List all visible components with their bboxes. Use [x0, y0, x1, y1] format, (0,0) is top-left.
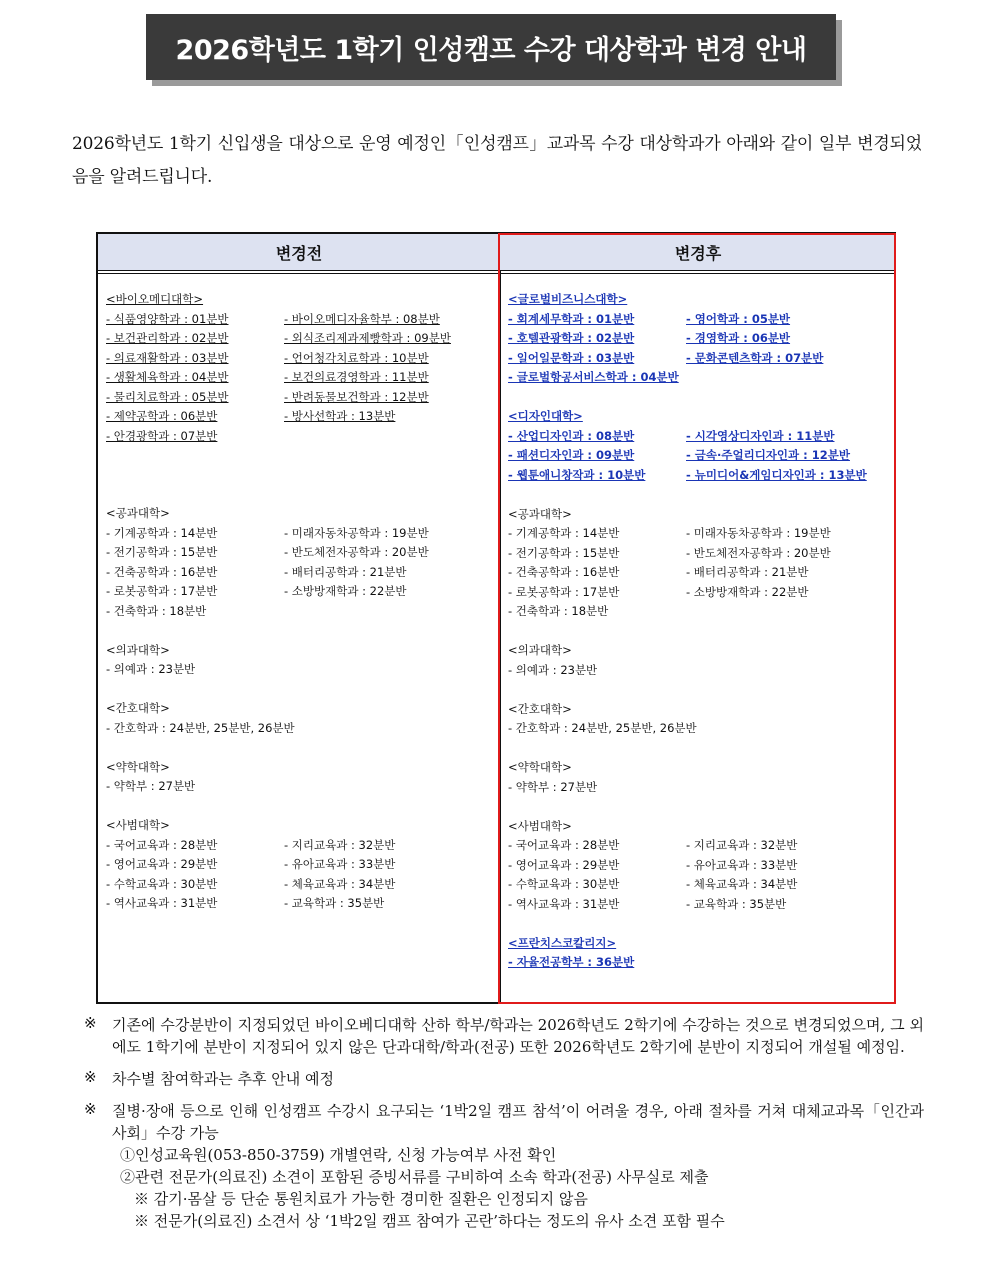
department-entry: - 건축학과 : 18분반: [106, 603, 207, 618]
note-mark: ※: [84, 1068, 97, 1086]
college-name: <간호대학>: [106, 701, 170, 715]
department-text: - 영어학과 : 05분반: [686, 311, 791, 326]
procedure-step: ②관련 전문가(의료진) 소견이 포함된 증빙서류를 구비하여 소속 학과(전공) 사무실로 제출: [120, 1168, 709, 1186]
header-divider: [98, 271, 500, 274]
note-item: [84, 1068, 924, 1090]
department-row: [106, 388, 496, 408]
department-text: - 뉴미디어&게임디자인과 : 13분반: [686, 467, 867, 482]
department-text: - 회계세무학과 : 01분반: [508, 311, 635, 326]
department-row: [106, 427, 496, 447]
department-text: - 반려동물보건학과 : 12분반: [284, 389, 429, 404]
department-entry: [106, 427, 284, 447]
department-row: [106, 836, 496, 856]
department-entry: - 소방방재학과 : 22분반: [284, 584, 407, 598]
department-row: [106, 582, 496, 602]
college-name: <바이오메디대학>: [106, 292, 204, 306]
department-entry: [284, 388, 429, 408]
department-entry: - 건축공학과 : 16분반: [508, 565, 620, 579]
department-entry: [284, 310, 440, 330]
department-entry: - 지리교육과 : 32분반: [686, 838, 798, 852]
department-text: - 외식조리제과제빵학과 : 09분반: [284, 331, 451, 345]
department-entry: [106, 310, 284, 330]
college-name: <프란치스코칼리지>: [508, 935, 617, 950]
department-entry: - 유아교육과 : 33분반: [284, 857, 396, 871]
college-group: [106, 290, 496, 446]
notes-section: [84, 1014, 924, 1232]
college-group: [106, 816, 496, 914]
department-entry: - 의예과 : 23분반: [106, 662, 196, 676]
department-entry: - 배터리공학과 : 21분반: [686, 565, 809, 579]
department-text: - 보건의료경영학과 : 11분반: [284, 370, 429, 384]
department-entry: [284, 368, 429, 388]
department-entry: - 건축공학과 : 16분반: [106, 564, 218, 579]
procedure-note: ※ 감기·몸살 등 단순 통원치료가 가능한 경미한 질환은 인정되지 않음: [134, 1190, 588, 1208]
note-text: 차수별 참여학과는 추후 안내 예정: [112, 1070, 334, 1088]
department-entry: - 소방방재학과 : 22분반: [686, 584, 809, 599]
department-entry: [284, 329, 451, 349]
college-name: <의과대학>: [508, 643, 572, 657]
college-name: <디자인대학>: [508, 409, 583, 423]
department-text: - 문화콘텐츠학과 : 07분반: [686, 350, 824, 365]
department-entry: - 영어교육과 : 29분반: [106, 857, 218, 871]
department-entry: - 배터리공학과 : 21분반: [284, 564, 407, 579]
college-name: <간호대학>: [508, 701, 572, 716]
department-entry: - 약학부 : 27분반: [106, 779, 196, 793]
department-text: - 생활체육학과 : 04분반: [106, 370, 229, 384]
department-entry: - 로봇공학과 : 17분반: [106, 584, 218, 598]
before-list: [106, 290, 496, 933]
department-entry: [106, 349, 284, 369]
department-text: - 호텔관광학과 : 02분반: [508, 331, 635, 345]
department-entry: - 국어교육과 : 28분반: [106, 837, 218, 852]
department-row: [106, 310, 496, 330]
department-entry: - 간호학과 : 24분반, 25분반, 26분반: [106, 720, 295, 735]
department-entry: - 유아교육과 : 33분반: [686, 857, 798, 872]
college-group: [106, 758, 496, 797]
college-name: <공과대학>: [508, 506, 572, 521]
college-name: <약학대학>: [106, 759, 170, 774]
department-row: [106, 777, 496, 797]
note-text: 기존에 수강분반이 지정되었던 바이오베디대학 산하 학부/학과는 2026학년도 2학기에 수강하는 것으로 변경되었으며, 그 외에도 1학기에 분반이 지정되어 있지 않은 단과대학/학과(전공) 또한 2026학년도 2학기에 분반이 지정되어 개설될 예정임.: [112, 1016, 924, 1056]
highlight-box: [498, 233, 896, 1004]
note-item: [84, 1014, 924, 1058]
department-row: [106, 329, 496, 349]
department-text: - 일어일문학과 : 03분반: [508, 350, 635, 365]
department-text: - 패션디자인과 : 09분반: [508, 448, 635, 462]
department-entry: - 역사교육과 : 31분반: [106, 896, 218, 910]
department-entry: - 기계공학과 : 14분반: [508, 526, 620, 540]
note-mark: ※: [84, 1100, 97, 1118]
department-row: [106, 543, 496, 563]
department-text: - 웹툰애니창작과 : 10분반: [508, 467, 646, 482]
department-entry: [106, 388, 284, 408]
department-entry: - 미래자동차공학과 : 19분반: [284, 525, 429, 540]
department-row: [106, 602, 496, 622]
college-name: <약학대학>: [508, 760, 572, 774]
department-row: [106, 349, 496, 369]
department-entry: - 반도체전자공학과 : 20분반: [284, 545, 429, 559]
department-entry: - 지리교육과 : 32분반: [284, 837, 396, 852]
department-text: - 경영학과 : 06분반: [686, 331, 791, 345]
note-mark: ※: [84, 1014, 97, 1032]
department-text: - 의료재활학과 : 03분반: [106, 350, 229, 365]
department-entry: - 체육교육과 : 34분반: [284, 876, 396, 891]
college-name: <공과대학>: [106, 506, 170, 520]
note-text: 질병·장애 등으로 인해 인성캠프 수강시 요구되는 ‘1박2일 캠프 참석’이 어려울 경우, 아래 절차를 거쳐 대체교과목「인간과사회」수강 가능: [112, 1102, 924, 1142]
department-entry: - 교육학과 : 35분반: [686, 896, 787, 911]
department-text: - 자율전공학부 : 36분반: [508, 955, 635, 969]
before-header: 변경전: [98, 234, 500, 271]
department-entry: - 기계공학과 : 14분반: [106, 525, 218, 540]
department-entry: - 교육학과 : 35분반: [284, 896, 385, 910]
department-entry: - 로봇공학과 : 17분반: [508, 584, 620, 599]
after-header: 변경후: [500, 234, 896, 271]
procedure-step: ①인성교육원(053-850-3759) 개별연락, 신청 가능여부 사전 확인: [120, 1146, 557, 1164]
college-name: <사범대학>: [106, 818, 170, 832]
department-text: - 언어청각치료학과 : 10분반: [284, 350, 429, 365]
department-entry: [106, 368, 284, 388]
department-entry: - 수학교육과 : 30분반: [106, 876, 218, 891]
college-name: <의과대학>: [106, 642, 170, 657]
department-entry: - 미래자동차공학과 : 19분반: [686, 526, 831, 540]
college-name: <글로벌비즈니스대학>: [508, 292, 628, 306]
department-entry: [106, 407, 284, 427]
department-row: [106, 894, 496, 914]
department-entry: - 전기공학과 : 15분반: [106, 545, 218, 559]
department-text: - 식품영양학과 : 01분반: [106, 311, 229, 326]
department-entry: - 건축학과 : 18분반: [508, 604, 609, 618]
department-text: - 보건관리학과 : 02분반: [106, 331, 229, 345]
procedure-note: ※ 전문가(의료진) 소견서 상 ‘1박2일 캠프 참여가 곤란’하다는 정도의 유사 소견 포함 필수: [134, 1212, 725, 1230]
department-entry: - 약학부 : 27분반: [508, 779, 598, 794]
department-text: - 산업디자인과 : 08분반: [508, 428, 635, 443]
college-name: <사범대학>: [508, 818, 572, 833]
department-row: [106, 855, 496, 875]
department-row: [106, 875, 496, 895]
department-entry: [106, 329, 284, 349]
department-text: - 바이오메디자율학부 : 08분반: [284, 311, 440, 326]
before-column: [98, 234, 501, 1002]
department-row: [106, 563, 496, 583]
department-entry: - 반도체전자공학과 : 20분반: [686, 545, 831, 560]
department-row: [106, 719, 496, 739]
intro-text: 2026학년도 1학기 신입생을 대상으로 운영 예정인「인성캠프」교과목 수강 대상학과가 아래와 같이 일부 변경되었음을 알려드립니다.: [72, 134, 922, 187]
college-group: [106, 641, 496, 680]
page-title: 2026학년도 1학기 인성캠프 수강 대상학과 변경 안내: [146, 14, 836, 80]
department-entry: - 역사교육과 : 31분반: [508, 896, 620, 911]
title-banner: [146, 14, 836, 80]
department-row: [106, 524, 496, 544]
department-entry: [284, 349, 429, 369]
department-entry: [284, 407, 395, 427]
college-group: [106, 699, 496, 738]
department-text: - 금속·주얼리디자인과 : 12분반: [686, 448, 850, 462]
department-row: [106, 368, 496, 388]
department-entry: - 간호학과 : 24분반, 25분반, 26분반: [508, 721, 697, 735]
note-item: [84, 1100, 924, 1144]
department-text: - 방사선학과 : 13분반: [284, 409, 396, 423]
department-entry: - 영어교육과 : 29분반: [508, 857, 620, 872]
department-entry: - 국어교육과 : 28분반: [508, 838, 620, 852]
department-text: - 제약공학과 : 06분반: [106, 409, 218, 423]
department-entry: - 전기공학과 : 15분반: [508, 545, 620, 560]
department-text: - 안경광학과 : 07분반: [106, 428, 218, 443]
department-text: - 글로벌항공서비스학과 : 04분반: [508, 370, 679, 384]
department-text: - 물리치료학과 : 05분반: [106, 389, 229, 404]
department-entry: - 체육교육과 : 34분반: [686, 877, 798, 891]
department-row: [106, 407, 496, 427]
college-group: [106, 504, 496, 621]
department-text: - 시각영상디자인과 : 11분반: [686, 428, 835, 443]
department-entry: - 수학교육과 : 30분반: [508, 877, 620, 891]
department-entry: - 의예과 : 23분반: [508, 662, 598, 677]
department-row: [106, 660, 496, 680]
